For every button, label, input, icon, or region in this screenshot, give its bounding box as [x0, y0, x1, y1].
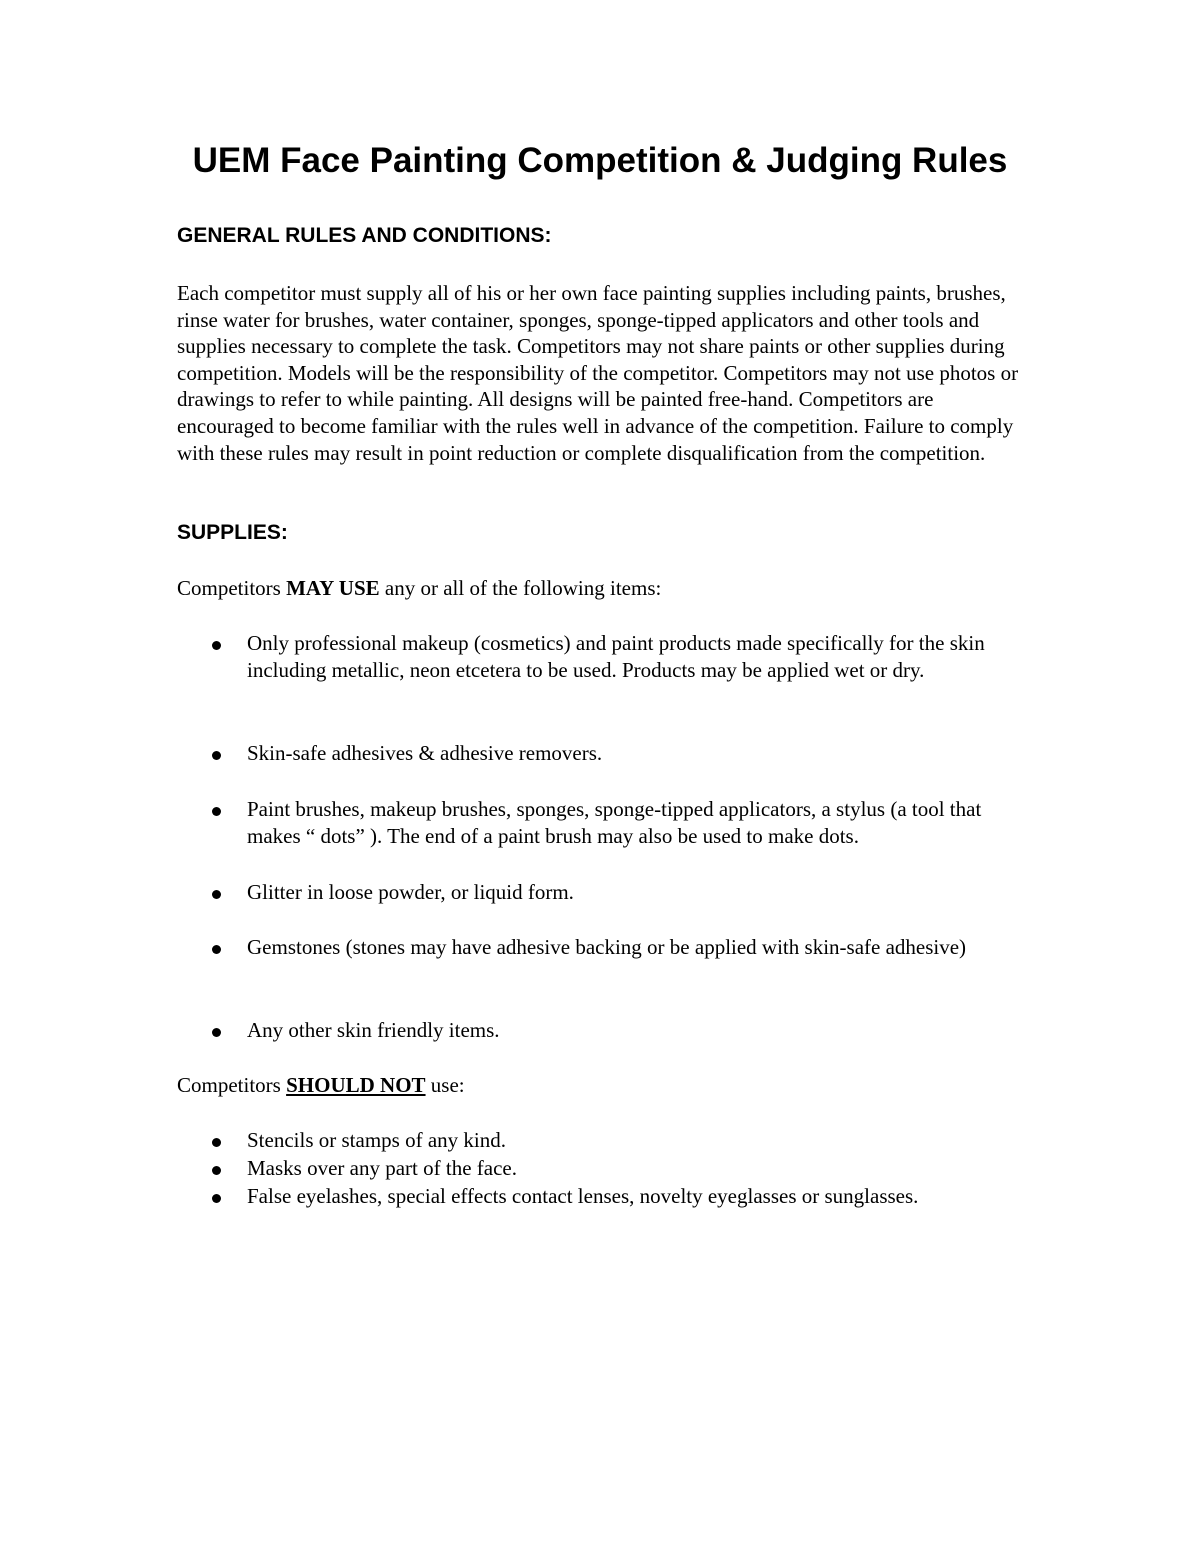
may-use-prefix: Competitors: [177, 576, 287, 600]
list-item-text: False eyelashes, special effects contact lenses, novelty eyeglasses or sunglasses.: [247, 1184, 919, 1208]
list-item-text: Any other skin friendly items.: [247, 1018, 500, 1042]
should-not-prefix: Competitors: [177, 1073, 287, 1097]
list-item-text: Gemstones (stones may have adhesive backing or be applied with skin-safe adhesive): [247, 935, 967, 959]
list-item-text: Skin-safe adhesives & adhesive removers.: [247, 741, 603, 765]
may-use-emphasis: MAY USE: [286, 576, 380, 600]
should-not-suffix: use:: [425, 1073, 465, 1097]
may-use-suffix: any or all of the following items:: [379, 576, 662, 600]
document-title: UEM Face Painting Competition & Judging Rules: [192, 141, 1008, 180]
may-use-intro: [177, 574, 661, 602]
bullet-icon: [212, 1166, 221, 1175]
bullet-icon: [212, 1028, 221, 1037]
should-not-emphasis: SHOULD NOT: [286, 1073, 426, 1097]
should-not-intro: [177, 1071, 465, 1099]
bullet-icon: [212, 807, 221, 816]
general-rules-paragraph: Each competitor must supply all of his or her own face painting supplies including paints, brushes, rinse water for brushes, water container, sponges, sponge-tipped applicators and other tools and supplies necessary to complete the task. Competitors may not share paints or other supplies during competition. Models will be the responsibility of the competitor. Competitors may not use photos or drawings to refer to while painting. All designs will be painted free-hand. Competitors are encouraged to become familiar with the rules well in advance of the competition. Failure to comply with these rules may result in point reduction or complete disqualification from the competition.: [177, 281, 1019, 465]
supplies-heading: SUPPLIES:: [177, 521, 288, 544]
bullet-icon: [212, 751, 221, 760]
bullet-icon: [212, 890, 221, 899]
bullet-icon: [212, 1194, 221, 1203]
list-item-text: Only professional makeup (cosmetics) and paint products made specifically for the skin including metallic, neon etcetera to be used. Products may be applied wet or dry.: [247, 631, 985, 682]
list-item-text: Paint brushes, makeup brushes, sponges, sponge-tipped applicators, a stylus (a tool that makes “ dots” ). The end of a paint brush may also be used to make dots.: [247, 797, 982, 848]
list-item-text: Stencils or stamps of any kind.: [247, 1128, 506, 1152]
bullet-icon: [212, 641, 221, 650]
general-rules-heading: GENERAL RULES AND CONDITIONS:: [177, 224, 552, 247]
bullet-icon: [212, 945, 221, 954]
list-item-text: Glitter in loose powder, or liquid form.: [247, 880, 574, 904]
bullet-icon: [212, 1138, 221, 1147]
list-item-text: Masks over any part of the face.: [247, 1156, 517, 1180]
